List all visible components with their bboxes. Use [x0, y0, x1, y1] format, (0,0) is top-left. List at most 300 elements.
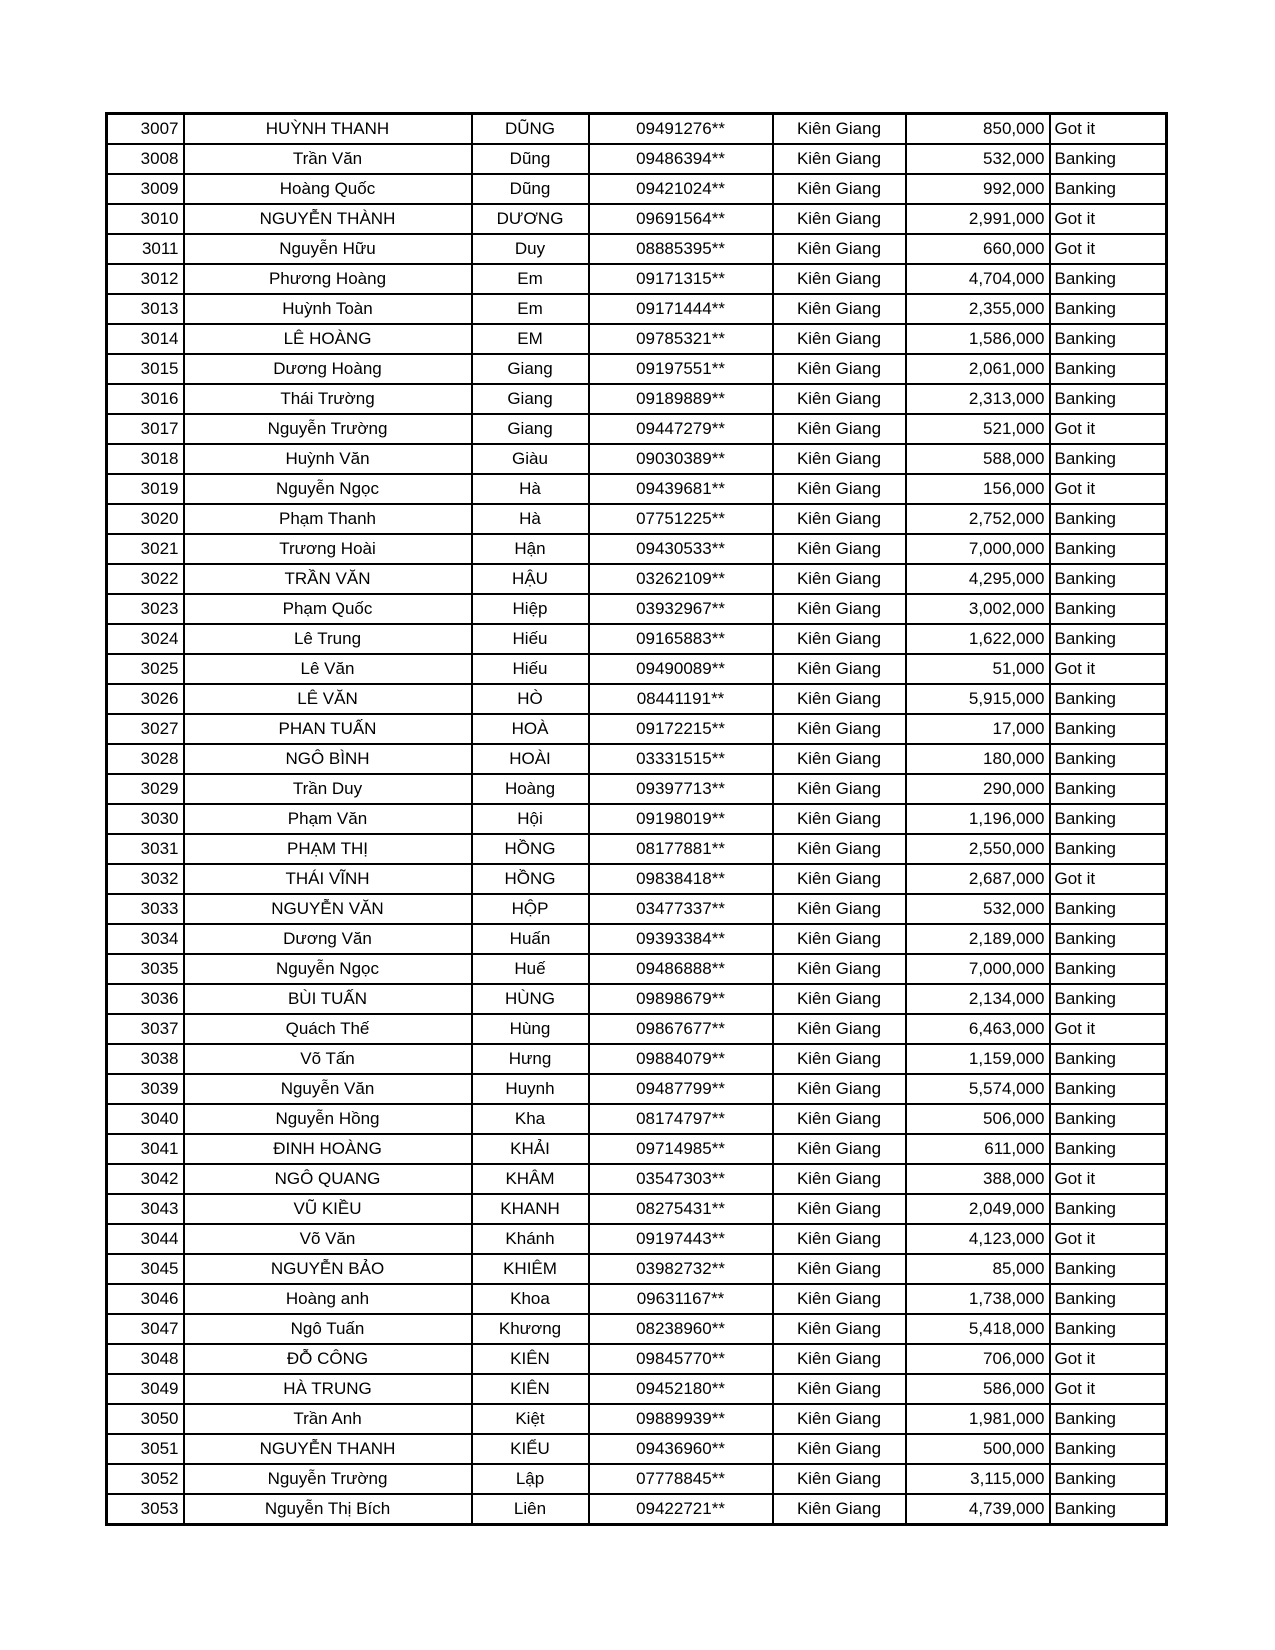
cell-phone: 09430533**: [589, 534, 773, 564]
cell-id: 3041: [107, 1134, 184, 1164]
table-row: [107, 1194, 1167, 1224]
cell-id: 3050: [107, 1404, 184, 1434]
cell-phone: 09785321**: [589, 324, 773, 354]
table-row: [107, 1314, 1167, 1344]
cell-phone: 09491276**: [589, 114, 773, 145]
cell-phone: 09030389**: [589, 444, 773, 474]
cell-phone: 08238960**: [589, 1314, 773, 1344]
cell-amount: 4,295,000: [906, 564, 1050, 594]
cell-province: Kiên Giang: [773, 864, 906, 894]
cell-amount: 5,915,000: [906, 684, 1050, 714]
table-row: [107, 114, 1167, 145]
cell-phone: 08441191**: [589, 684, 773, 714]
cell-given_name: HÒ: [472, 684, 589, 714]
table-row: [107, 774, 1167, 804]
cell-id: 3052: [107, 1464, 184, 1494]
cell-amount: 1,196,000: [906, 804, 1050, 834]
cell-phone: 03477337**: [589, 894, 773, 924]
cell-surname: Võ Tấn: [184, 1044, 472, 1074]
cell-status: Banking: [1050, 924, 1167, 954]
cell-surname: HUỲNH THANH: [184, 114, 472, 145]
cell-given_name: Dũng: [472, 174, 589, 204]
cell-surname: Quách Thế: [184, 1014, 472, 1044]
cell-province: Kiên Giang: [773, 744, 906, 774]
cell-given_name: EM: [472, 324, 589, 354]
cell-phone: 09691564**: [589, 204, 773, 234]
cell-given_name: Hoàng: [472, 774, 589, 804]
cell-status: Banking: [1050, 1044, 1167, 1074]
cell-id: 3022: [107, 564, 184, 594]
cell-phone: 09447279**: [589, 414, 773, 444]
cell-given_name: Em: [472, 264, 589, 294]
cell-status: Banking: [1050, 354, 1167, 384]
table-row: [107, 1494, 1167, 1525]
cell-phone: 09838418**: [589, 864, 773, 894]
cell-phone: 09714985**: [589, 1134, 773, 1164]
cell-given_name: DƯƠNG: [472, 204, 589, 234]
cell-amount: 1,586,000: [906, 324, 1050, 354]
cell-phone: 09487799**: [589, 1074, 773, 1104]
cell-id: 3046: [107, 1284, 184, 1314]
cell-amount: 3,115,000: [906, 1464, 1050, 1494]
cell-phone: 09867677**: [589, 1014, 773, 1044]
cell-province: Kiên Giang: [773, 954, 906, 984]
cell-id: 3028: [107, 744, 184, 774]
cell-given_name: KHẢI: [472, 1134, 589, 1164]
table-row: [107, 924, 1167, 954]
cell-surname: Nguyễn Ngọc: [184, 474, 472, 504]
cell-amount: 611,000: [906, 1134, 1050, 1164]
cell-province: Kiên Giang: [773, 1104, 906, 1134]
cell-given_name: Kiệt: [472, 1404, 589, 1434]
cell-given_name: Giàu: [472, 444, 589, 474]
cell-status: Banking: [1050, 744, 1167, 774]
cell-province: Kiên Giang: [773, 1404, 906, 1434]
cell-province: Kiên Giang: [773, 504, 906, 534]
cell-status: Got it: [1050, 1014, 1167, 1044]
cell-id: 3038: [107, 1044, 184, 1074]
cell-surname: Phạm Văn: [184, 804, 472, 834]
cell-phone: 09171315**: [589, 264, 773, 294]
cell-status: Banking: [1050, 1404, 1167, 1434]
cell-status: Banking: [1050, 1284, 1167, 1314]
cell-amount: 4,123,000: [906, 1224, 1050, 1254]
cell-id: 3033: [107, 894, 184, 924]
cell-id: 3023: [107, 594, 184, 624]
cell-surname: Dương Hoàng: [184, 354, 472, 384]
cell-status: Banking: [1050, 774, 1167, 804]
cell-id: 3042: [107, 1164, 184, 1194]
cell-status: Banking: [1050, 804, 1167, 834]
cell-phone: 08177881**: [589, 834, 773, 864]
cell-province: Kiên Giang: [773, 204, 906, 234]
cell-surname: HÀ TRUNG: [184, 1374, 472, 1404]
table-row: [107, 594, 1167, 624]
table-row: [107, 1344, 1167, 1374]
cell-id: 3010: [107, 204, 184, 234]
table-row: [107, 894, 1167, 924]
cell-surname: Nguyễn Thị Bích: [184, 1494, 472, 1525]
cell-id: 3051: [107, 1434, 184, 1464]
cell-given_name: HỘP: [472, 894, 589, 924]
table-row: [107, 204, 1167, 234]
cell-amount: 5,574,000: [906, 1074, 1050, 1104]
cell-status: Banking: [1050, 144, 1167, 174]
cell-amount: 521,000: [906, 414, 1050, 444]
cell-amount: 706,000: [906, 1344, 1050, 1374]
cell-province: Kiên Giang: [773, 1284, 906, 1314]
cell-phone: 09197551**: [589, 354, 773, 384]
cell-phone: 09198019**: [589, 804, 773, 834]
table-row: [107, 1104, 1167, 1134]
cell-given_name: Huế: [472, 954, 589, 984]
cell-given_name: KIÊN: [472, 1374, 589, 1404]
cell-surname: Huỳnh Văn: [184, 444, 472, 474]
cell-surname: Phương Hoàng: [184, 264, 472, 294]
cell-status: Banking: [1050, 1494, 1167, 1525]
cell-status: Got it: [1050, 864, 1167, 894]
table-row: [107, 414, 1167, 444]
cell-province: Kiên Giang: [773, 444, 906, 474]
cell-province: Kiên Giang: [773, 1224, 906, 1254]
cell-id: 3029: [107, 774, 184, 804]
cell-province: Kiên Giang: [773, 534, 906, 564]
cell-given_name: Giang: [472, 354, 589, 384]
cell-id: 3021: [107, 534, 184, 564]
cell-phone: 03982732**: [589, 1254, 773, 1284]
cell-amount: 2,313,000: [906, 384, 1050, 414]
cell-amount: 586,000: [906, 1374, 1050, 1404]
cell-province: Kiên Giang: [773, 594, 906, 624]
table-row: [107, 384, 1167, 414]
cell-given_name: Hưng: [472, 1044, 589, 1074]
cell-id: 3047: [107, 1314, 184, 1344]
cell-status: Got it: [1050, 204, 1167, 234]
cell-amount: 388,000: [906, 1164, 1050, 1194]
table-row: [107, 1074, 1167, 1104]
cell-status: Banking: [1050, 1134, 1167, 1164]
cell-status: Got it: [1050, 114, 1167, 145]
cell-surname: Lê Văn: [184, 654, 472, 684]
cell-id: 3009: [107, 174, 184, 204]
cell-province: Kiên Giang: [773, 324, 906, 354]
table-row: [107, 744, 1167, 774]
cell-province: Kiên Giang: [773, 384, 906, 414]
cell-given_name: Duy: [472, 234, 589, 264]
table-row: [107, 1044, 1167, 1074]
cell-id: 3053: [107, 1494, 184, 1525]
cell-amount: 2,355,000: [906, 294, 1050, 324]
table-row: [107, 1434, 1167, 1464]
cell-amount: 4,739,000: [906, 1494, 1050, 1525]
cell-status: Got it: [1050, 654, 1167, 684]
cell-given_name: KIỂU: [472, 1434, 589, 1464]
cell-amount: 1,738,000: [906, 1284, 1050, 1314]
cell-province: Kiên Giang: [773, 624, 906, 654]
cell-amount: 660,000: [906, 234, 1050, 264]
cell-status: Banking: [1050, 1254, 1167, 1284]
cell-phone: 09436960**: [589, 1434, 773, 1464]
table-row: [107, 354, 1167, 384]
cell-given_name: HÙNG: [472, 984, 589, 1014]
cell-phone: 08174797**: [589, 1104, 773, 1134]
cell-surname: Trần Duy: [184, 774, 472, 804]
cell-phone: 03262109**: [589, 564, 773, 594]
table-row: [107, 1224, 1167, 1254]
cell-id: 3016: [107, 384, 184, 414]
cell-surname: LÊ VĂN: [184, 684, 472, 714]
table-row: [107, 1164, 1167, 1194]
cell-province: Kiên Giang: [773, 714, 906, 744]
cell-given_name: Liên: [472, 1494, 589, 1525]
cell-phone: 09197443**: [589, 1224, 773, 1254]
cell-province: Kiên Giang: [773, 1254, 906, 1284]
table-row: [107, 1284, 1167, 1314]
cell-id: 3036: [107, 984, 184, 1014]
cell-amount: 180,000: [906, 744, 1050, 774]
cell-id: 3013: [107, 294, 184, 324]
cell-given_name: Hiếu: [472, 624, 589, 654]
cell-phone: 09490089**: [589, 654, 773, 684]
cell-phone: 07751225**: [589, 504, 773, 534]
cell-surname: NGUYỄN THÀNH: [184, 204, 472, 234]
cell-surname: Võ Văn: [184, 1224, 472, 1254]
table-row: [107, 234, 1167, 264]
cell-id: 3024: [107, 624, 184, 654]
cell-status: Banking: [1050, 624, 1167, 654]
cell-given_name: HOÀ: [472, 714, 589, 744]
cell-status: Banking: [1050, 594, 1167, 624]
cell-status: Banking: [1050, 684, 1167, 714]
cell-given_name: Hiếu: [472, 654, 589, 684]
cell-phone: 09172215**: [589, 714, 773, 744]
cell-phone: 09393384**: [589, 924, 773, 954]
table-row: [107, 654, 1167, 684]
table-row: [107, 1134, 1167, 1164]
cell-phone: 09889939**: [589, 1404, 773, 1434]
cell-given_name: HỒNG: [472, 834, 589, 864]
cell-given_name: HẬU: [472, 564, 589, 594]
cell-phone: 09171444**: [589, 294, 773, 324]
cell-status: Got it: [1050, 1374, 1167, 1404]
table-row: [107, 1014, 1167, 1044]
cell-amount: 2,049,000: [906, 1194, 1050, 1224]
cell-province: Kiên Giang: [773, 294, 906, 324]
cell-surname: Trần Văn: [184, 144, 472, 174]
cell-given_name: Huynh: [472, 1074, 589, 1104]
table-row: [107, 1464, 1167, 1494]
cell-surname: Ngô Tuấn: [184, 1314, 472, 1344]
cell-amount: 290,000: [906, 774, 1050, 804]
cell-status: Got it: [1050, 1164, 1167, 1194]
cell-surname: Phạm Thanh: [184, 504, 472, 534]
cell-given_name: Giang: [472, 414, 589, 444]
cell-id: 3025: [107, 654, 184, 684]
cell-given_name: Giang: [472, 384, 589, 414]
cell-given_name: Khoa: [472, 1284, 589, 1314]
cell-status: Banking: [1050, 264, 1167, 294]
cell-status: Banking: [1050, 1434, 1167, 1464]
table-row: [107, 504, 1167, 534]
cell-surname: Nguyễn Hữu: [184, 234, 472, 264]
cell-amount: 3,002,000: [906, 594, 1050, 624]
cell-status: Banking: [1050, 564, 1167, 594]
cell-amount: 85,000: [906, 1254, 1050, 1284]
cell-amount: 51,000: [906, 654, 1050, 684]
cell-status: Banking: [1050, 324, 1167, 354]
table-row: [107, 804, 1167, 834]
table-row: [107, 1404, 1167, 1434]
cell-surname: NGÔ BÌNH: [184, 744, 472, 774]
cell-id: 3018: [107, 444, 184, 474]
cell-given_name: Hận: [472, 534, 589, 564]
cell-status: Banking: [1050, 384, 1167, 414]
table-row: [107, 1254, 1167, 1284]
cell-province: Kiên Giang: [773, 1044, 906, 1074]
cell-given_name: Khánh: [472, 1224, 589, 1254]
cell-phone: 09631167**: [589, 1284, 773, 1314]
table-row: [107, 294, 1167, 324]
cell-status: Banking: [1050, 534, 1167, 564]
cell-id: 3045: [107, 1254, 184, 1284]
cell-given_name: Hiệp: [472, 594, 589, 624]
cell-phone: 03331515**: [589, 744, 773, 774]
cell-amount: 992,000: [906, 174, 1050, 204]
cell-status: Banking: [1050, 984, 1167, 1014]
cell-given_name: Kha: [472, 1104, 589, 1134]
cell-status: Got it: [1050, 414, 1167, 444]
cell-id: 3026: [107, 684, 184, 714]
cell-surname: ĐỖ CÔNG: [184, 1344, 472, 1374]
cell-status: Got it: [1050, 474, 1167, 504]
cell-amount: 532,000: [906, 144, 1050, 174]
cell-amount: 500,000: [906, 1434, 1050, 1464]
cell-status: Banking: [1050, 294, 1167, 324]
cell-surname: Dương Văn: [184, 924, 472, 954]
cell-surname: PHAN TUẤN: [184, 714, 472, 744]
cell-province: Kiên Giang: [773, 654, 906, 684]
cell-province: Kiên Giang: [773, 1014, 906, 1044]
cell-amount: 2,189,000: [906, 924, 1050, 954]
cell-amount: 156,000: [906, 474, 1050, 504]
cell-phone: 08885395**: [589, 234, 773, 264]
table-row: [107, 714, 1167, 744]
cell-province: Kiên Giang: [773, 1344, 906, 1374]
cell-phone: 09486888**: [589, 954, 773, 984]
cell-province: Kiên Giang: [773, 1074, 906, 1104]
cell-province: Kiên Giang: [773, 1164, 906, 1194]
cell-given_name: Hà: [472, 504, 589, 534]
cell-surname: Nguyễn Trường: [184, 1464, 472, 1494]
cell-surname: VŨ KIỀU: [184, 1194, 472, 1224]
cell-id: 3031: [107, 834, 184, 864]
cell-given_name: Hà: [472, 474, 589, 504]
cell-amount: 1,159,000: [906, 1044, 1050, 1074]
cell-surname: PHẠM THỊ: [184, 834, 472, 864]
cell-status: Banking: [1050, 894, 1167, 924]
cell-province: Kiên Giang: [773, 474, 906, 504]
cell-id: 3020: [107, 504, 184, 534]
cell-amount: 6,463,000: [906, 1014, 1050, 1044]
cell-amount: 1,981,000: [906, 1404, 1050, 1434]
cell-status: Banking: [1050, 1194, 1167, 1224]
cell-province: Kiên Giang: [773, 834, 906, 864]
cell-surname: Hoàng anh: [184, 1284, 472, 1314]
table-row: [107, 264, 1167, 294]
cell-province: Kiên Giang: [773, 1314, 906, 1344]
cell-given_name: Em: [472, 294, 589, 324]
cell-status: Banking: [1050, 834, 1167, 864]
cell-phone: 07778845**: [589, 1464, 773, 1494]
cell-given_name: HOÀI: [472, 744, 589, 774]
cell-id: 3034: [107, 924, 184, 954]
cell-amount: 588,000: [906, 444, 1050, 474]
cell-given_name: Hùng: [472, 1014, 589, 1044]
cell-id: 3019: [107, 474, 184, 504]
cell-surname: NGUYỄN VĂN: [184, 894, 472, 924]
table-row: [107, 684, 1167, 714]
cell-status: Banking: [1050, 1464, 1167, 1494]
cell-province: Kiên Giang: [773, 804, 906, 834]
cell-given_name: KHIÊM: [472, 1254, 589, 1284]
cell-province: Kiên Giang: [773, 924, 906, 954]
cell-surname: Phạm Quốc: [184, 594, 472, 624]
cell-phone: 09486394**: [589, 144, 773, 174]
cell-province: Kiên Giang: [773, 414, 906, 444]
table-row: [107, 1374, 1167, 1404]
cell-phone: 09452180**: [589, 1374, 773, 1404]
table-row: [107, 474, 1167, 504]
cell-province: Kiên Giang: [773, 1464, 906, 1494]
cell-surname: Trương Hoài: [184, 534, 472, 564]
cell-phone: 09397713**: [589, 774, 773, 804]
cell-given_name: Huấn: [472, 924, 589, 954]
cell-given_name: KHANH: [472, 1194, 589, 1224]
cell-id: 3039: [107, 1074, 184, 1104]
cell-id: 3032: [107, 864, 184, 894]
cell-id: 3048: [107, 1344, 184, 1374]
cell-status: Banking: [1050, 1104, 1167, 1134]
cell-surname: NGÔ QUANG: [184, 1164, 472, 1194]
cell-surname: BÙI TUẤN: [184, 984, 472, 1014]
table-row: [107, 834, 1167, 864]
cell-phone: 09898679**: [589, 984, 773, 1014]
cell-status: Banking: [1050, 1314, 1167, 1344]
cell-id: 3012: [107, 264, 184, 294]
cell-amount: 2,134,000: [906, 984, 1050, 1014]
cell-province: Kiên Giang: [773, 1494, 906, 1525]
cell-given_name: Hội: [472, 804, 589, 834]
cell-amount: 506,000: [906, 1104, 1050, 1134]
cell-amount: 2,991,000: [906, 204, 1050, 234]
cell-province: Kiên Giang: [773, 1434, 906, 1464]
cell-surname: Trần Anh: [184, 1404, 472, 1434]
cell-surname: Hoàng Quốc: [184, 174, 472, 204]
cell-phone: 09845770**: [589, 1344, 773, 1374]
cell-province: Kiên Giang: [773, 684, 906, 714]
cell-given_name: HỒNG: [472, 864, 589, 894]
cell-province: Kiên Giang: [773, 174, 906, 204]
cell-province: Kiên Giang: [773, 894, 906, 924]
cell-surname: Nguyễn Ngọc: [184, 954, 472, 984]
cell-surname: Huỳnh Toàn: [184, 294, 472, 324]
cell-status: Banking: [1050, 1074, 1167, 1104]
cell-province: Kiên Giang: [773, 1134, 906, 1164]
cell-surname: THÁI VĨNH: [184, 864, 472, 894]
cell-id: 3040: [107, 1104, 184, 1134]
cell-phone: 09421024**: [589, 174, 773, 204]
cell-province: Kiên Giang: [773, 984, 906, 1014]
